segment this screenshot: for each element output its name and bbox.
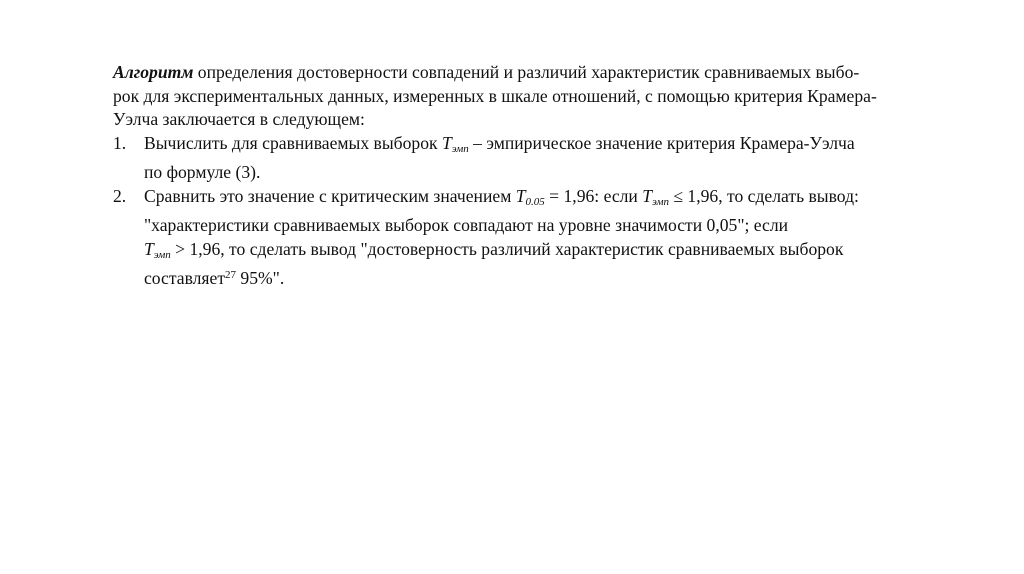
t-subscript: эмп [451, 142, 469, 155]
item1-text-line2: по формуле (3). [144, 162, 261, 182]
item2-text-line2: "характеристики сравниваемых выборок совпадают на уровне значимости 0,05"; если [144, 215, 789, 235]
t-symbol: T [144, 238, 154, 259]
t-symbol: T [642, 185, 653, 206]
list-item-number: 2. [113, 185, 127, 206]
intro-text-line2: рок для экспериментальных данных, измеренных в шкале отношений, с помощью критерия Крамера- [113, 85, 877, 106]
list-item-number: 1. [113, 132, 127, 153]
t-subscript: эмп [153, 248, 171, 261]
item2-text-line4-end: 95%". [236, 268, 285, 288]
item2-text-part2: = 1,96: если [544, 185, 643, 206]
tcrit-symbol: T [515, 185, 526, 206]
intro-text-line1: определения достоверности совпадений и различий характеристик сравниваемых выбо- [193, 62, 860, 82]
list-item [113, 132, 971, 185]
intro-paragraph [113, 61, 971, 132]
document-body [113, 61, 971, 291]
list-item [113, 185, 971, 291]
tcrit-subscript: 0.05 [525, 195, 545, 208]
algorithm-steps-list [113, 132, 971, 291]
item1-text-part1: Вычислить для сравниваемых выборок [144, 132, 442, 153]
item2-text-line3: > 1,96, то сделать вывод "достоверность различий характеристик сравниваемых выборок [170, 238, 844, 259]
intro-text-line3: Уэлча заключается в следующем: [113, 109, 365, 129]
t-symbol: T [441, 132, 452, 153]
item1-text-part2: – эмпирическое значение критерия Крамера-Уэлча [468, 132, 855, 153]
item2-text-line4: составляет [144, 268, 226, 288]
item2-text-part1: Сравнить это значение с критическим значением [144, 185, 516, 206]
intro-lead-term: Алгоритм [113, 62, 194, 82]
footnote-marker[interactable]: 27 [225, 269, 237, 281]
t-subscript: эмп [652, 195, 669, 208]
item2-text-part3: ≤ 1,96, то сделать вывод: [668, 185, 859, 206]
